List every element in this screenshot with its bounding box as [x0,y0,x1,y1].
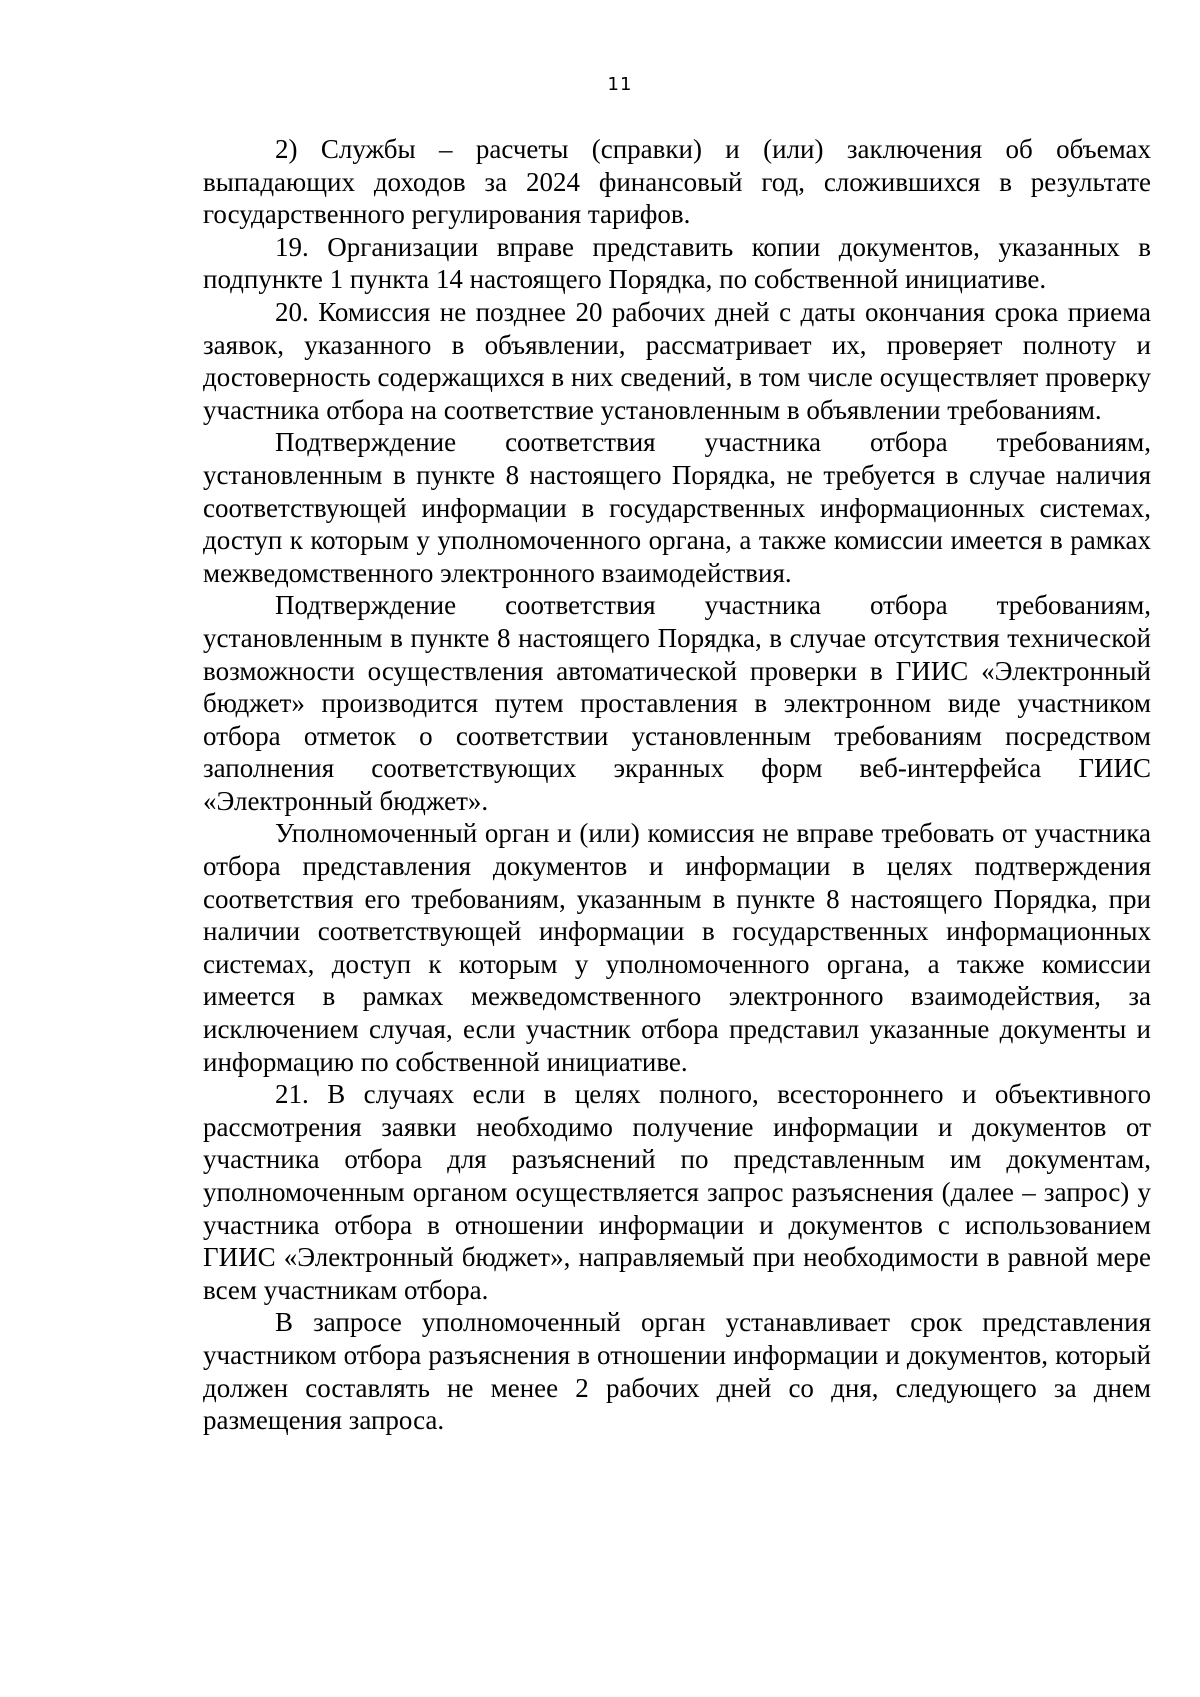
page-number: 11 [607,74,633,95]
paragraph-services-calculations: 2) Службы – расчеты (справки) и (или) заключения об объемах выпадающих доходов за 2024 финансовый год, сложившихся в результате государственного регулирования тарифов. [203,134,1151,230]
paragraph-authority-not-entitled: Уполномоченный орган и (или) комиссия не вправе требовать от участника отбора представления документов и информации в целях подтверждения соответствия его требованиям, указанным в пункте 8 настоящего Порядка, при наличии соответствующей информации в государственных информационных системах, доступ к которым у уполномоченного органа, а также комиссии имеется в рамках межведомственного электронного взаимодействия, за исключением случая, если участник отбора представил указанные документы и информацию по собственной инициативе. [203,818,1151,1077]
paragraph-clause-19: 19. Организации вправе представить копии документов, указанных в подпункте 1 пункта 14 настоящего Порядка, по собственной инициативе. [203,231,1151,295]
paragraph-confirmation-electronic-budget: Подтверждение соответствия участника отбора требованиям, установленным в пункте 8 настоящего Порядка, в случае отсутствия технической возможности осуществления автоматической проверки в ГИИС «Электронный бюджет» производится путем проставления в электронном виде участником отбора отметок о соответствии установленным требованиям посредством заполнения соответствующих экранных форм веб-интерфейса ГИИС «Электронный бюджет». [203,590,1151,816]
paragraph-clause-20: 20. Комиссия не позднее 20 рабочих дней с даты окончания срока приема заявок, указанного в объявлении, рассматривает их, проверяет полноту и достоверность содержащихся в них сведений, в том числе осуществляет проверку участника отбора на соответствие установленным в объявлении требованиям. [203,296,1151,425]
paragraph-confirmation-not-required: Подтверждение соответствия участника отбора требованиям, установленным в пункте 8 настоящего Порядка, не требуется в случае наличия соответствующей информации в государственных информационных системах, доступ к которым у уполномоченного органа, а также комиссии имеется в рамках межведомственного электронного взаимодействия. [203,427,1151,588]
paragraph-request-deadline: В запросе уполномоченный орган устанавливает срок представления участником отбора разъяснения в отношении информации и документов, который должен составлять не менее 2 рабочих дней со дня, следующего за днем размещения запроса. [203,1307,1151,1436]
document-body [203,133,1151,1437]
paragraph-clause-21: 21. В случаях если в целях полного, всестороннего и объективного рассмотрения заявки необходимо получение информации и документов от участника отбора для разъяснений по представленным им документам, уполномоченным органом осуществляется запрос разъяснения (далее – запрос) у участника отбора в отношении информации и документов с использованием ГИИС «Электронный бюджет», направляемый при необходимости в равной мере всем участникам отбора. [203,1079,1151,1305]
